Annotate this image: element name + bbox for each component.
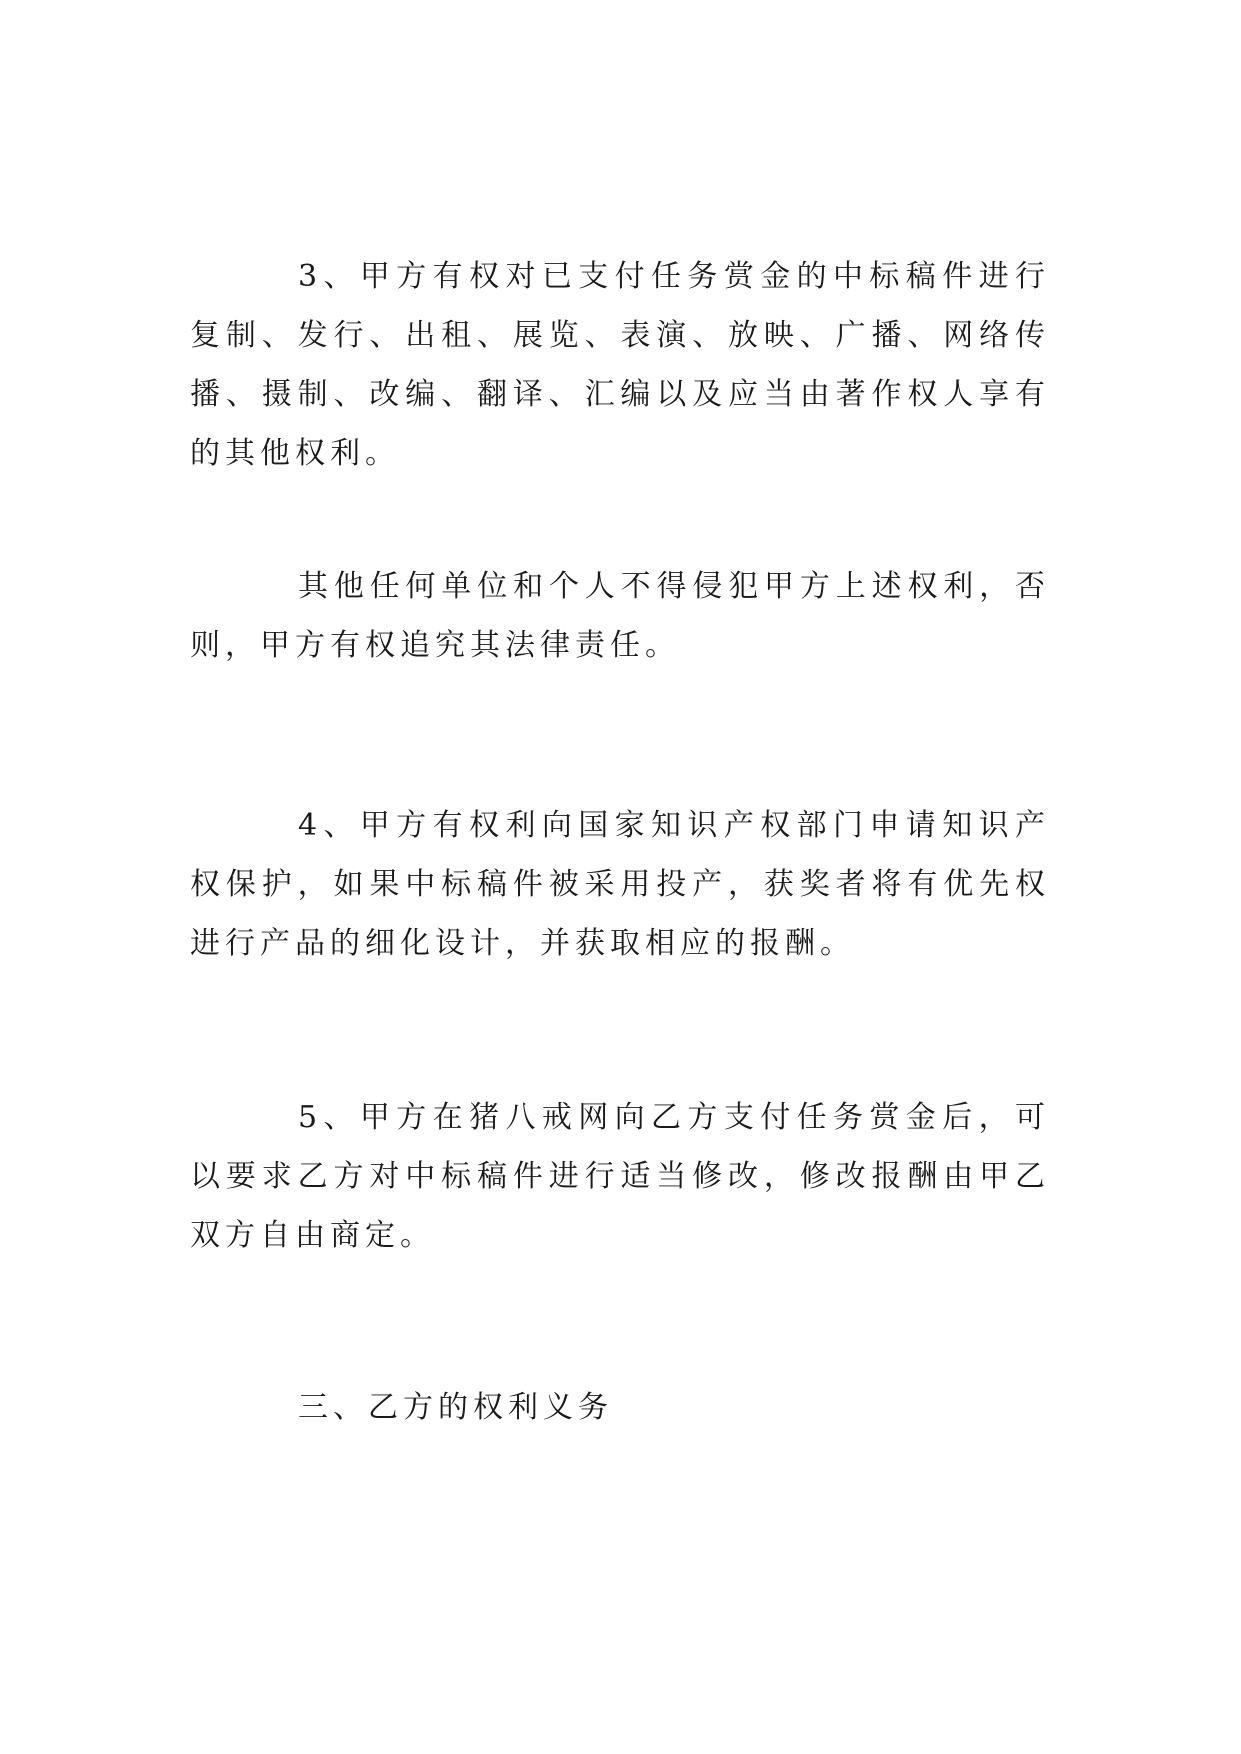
paragraph-clause-4: 4、甲方有权利向国家知识产权部门申请知识产权保护，如果中标稿件被采用投产，获奖者将有优先权进行产品的细化设计，并获取相应的报酬。 [190, 808, 1050, 961]
paragraph-clause-3: 3、甲方有权对已支付任务赏金的中标稿件进行复制、发行、出租、展览、表演、放映、广播、网络传播、摄制、改编、翻译、汇编以及应当由著作权人享有的其他权利。 [190, 259, 1050, 471]
paragraph-infringement-notice: 其他任何单位和个人不得侵犯甲方上述权利，否则，甲方有权追究其法律责任。 [190, 569, 1050, 663]
paragraph-clause-5: 5、甲方在猪八戒网向乙方支付任务赏金后，可以要求乙方对中标稿件进行适当修改，修改报酬由甲乙双方自由商定。 [190, 1100, 1050, 1253]
section-heading-party-b-rights: 三、乙方的权利义务 [298, 1390, 613, 1425]
